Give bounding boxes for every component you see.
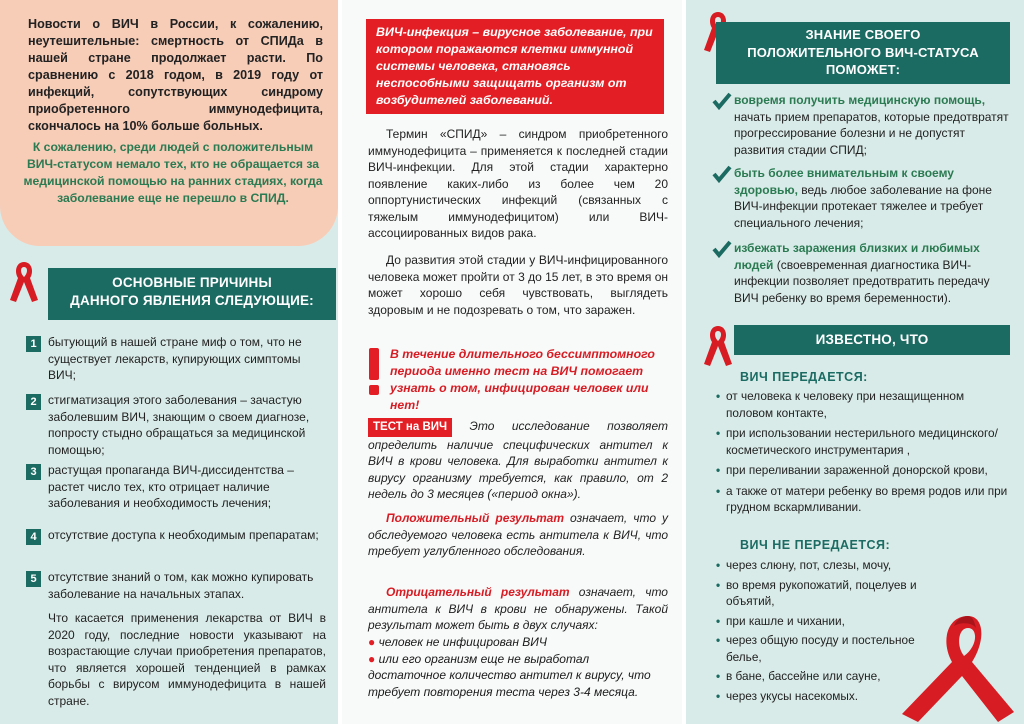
- benefit-item: [712, 165, 1014, 231]
- large-red-ribbon-icon: [892, 610, 1022, 724]
- benefit-item: [712, 240, 1014, 306]
- transmitted-list: [716, 388, 1012, 516]
- list-item: • а также от матери ребенку во время родов или при грудном вскармливании.: [716, 483, 1012, 516]
- known-banner: ИЗВЕСТНО, ЧТО: [734, 325, 1010, 355]
- case-text: или его организм еще не выработал достаточное количество антител к вирусу, что требует повторения теста через 3-4 месяца.: [368, 651, 651, 699]
- intro-green-text: К сожалению, среди людей с положительным ВИЧ-статусом немало тех, кто не обращается за медицинской помощью на ранних стадиях, когда заболевание еще не перешло в СПИД.: [23, 140, 323, 205]
- definition-box: ВИЧ-инфекция – вирусное заболевание, при котором поражаются клетки иммунной системы человека, становясь неспособными защищать организм от возбудителей заболеваний.: [366, 19, 664, 114]
- left-panel: [0, 0, 338, 724]
- middle-panel: [342, 0, 682, 724]
- positive-label: Положительный результат: [386, 511, 565, 525]
- reason-text: растущая пропаганда ВИЧ-диссидентства – растет число тех, кто отрицает наличие заболевания и необходимость лечения;: [48, 463, 294, 510]
- list-item: • при кашле и чихании,: [716, 613, 930, 630]
- test-alert: В течение длительного бессимптомного периода именно тест на ВИЧ помогает узнать о том, инфицирован человек или нет!: [390, 347, 655, 412]
- checkmark-icon: [712, 165, 732, 183]
- intro-text: Новости о ВИЧ в России, к сожалению, неутешительные: смертность от СПИДа в нашей стране продолжает расти. По сравнению с 2018 годом, в 2019 году от инфекций, сопутствующих синдрому приобретенного иммунодефицита, скончалось на 10% больше больных.: [28, 17, 323, 133]
- reason-number: 5: [26, 571, 41, 587]
- status-banner: [716, 22, 1010, 84]
- reason-text: отсутствие доступа к необходимым препаратам;: [48, 528, 319, 542]
- reason-item: [26, 462, 326, 512]
- reasons-banner: [48, 268, 336, 320]
- not-transmitted-heading: ВИЧ НЕ ПЕРЕДАЕТСЯ:: [740, 538, 891, 552]
- test-label: ТЕСТ на ВИЧ: [368, 418, 452, 437]
- list-item: • при переливании зараженной донорской крови,: [716, 462, 1012, 479]
- checkmark-icon: [712, 240, 732, 258]
- aids-term-paragraph: Термин «СПИД» – синдром приобретенного иммунодефицита – применяется к последней стадии ВИЧ-инфекции. Для этой стадии характерно появление каких-либо из более чем 20 оппортунистических инфекций (связанных с тяжелым иммунодефицитом) или ВИЧ-ассоциированных видов рака.: [368, 127, 668, 240]
- right-panel: [686, 0, 1024, 724]
- list-item: • при использовании нестерильного медицинского/косметического инструментария ,: [716, 425, 1012, 458]
- test-text: Это исследование позволяет определить наличие специфических антител к ВИЧ в крови человека. Для выработки антител к вирусу организму требуется, как правило, от 2 недель до 3 месяцев («период окна»).: [368, 419, 668, 501]
- red-ribbon-icon: [700, 322, 736, 368]
- checkmark-icon: [712, 92, 732, 110]
- closing-paragraph: Что касается применения лекарства от ВИЧ в 2020 году, последние новости указывают на возрастающие случаи приобретения препаратов, что является хорошей тенденцией в рамках борьбы с вирусом иммунодефицита в нашей стране.: [48, 611, 326, 708]
- reasons-title-line-1: ОСНОВНЫЕ ПРИЧИНЫ: [112, 275, 272, 290]
- negative-label: Отрицательный результат: [386, 585, 570, 599]
- progression-paragraph: До развития этой стадии у ВИЧ-инфицированного человека может пройти от 3 до 15 лет, в это время он может хорошо себя чувствовать, выглядеть здоровым и не подозревать о том, что заражен.: [368, 253, 668, 317]
- reason-text: бытующий в нашей стране миф о том, что не существует лекарств, купирующих симптомы ВИЧ;: [48, 335, 302, 382]
- reason-item: [26, 334, 326, 384]
- negative-paragraph: [368, 584, 668, 634]
- reason-item: [26, 569, 326, 602]
- positive-paragraph: [368, 510, 668, 560]
- case-text: человек не инфицирован ВИЧ: [378, 635, 547, 649]
- reason-item: [26, 392, 326, 458]
- status-title-line-2: ПОЛОЖИТЕЛЬНОГО ВИЧ-СТАТУСА: [747, 44, 979, 60]
- test-paragraph: [368, 418, 668, 503]
- reasons-title-line-2: ДАННОГО ЯВЛЕНИЯ СЛЕДУЮЩИЕ:: [70, 293, 314, 308]
- reason-number: 4: [26, 529, 41, 545]
- list-item: • во время рукопожатий, поцелуев и объятий,: [716, 577, 930, 610]
- red-ribbon-icon: [6, 258, 42, 304]
- list-item: • через укусы насекомых.: [716, 688, 930, 705]
- list-item: • от человека к человеку при незащищенном половом контакте,: [716, 388, 1012, 421]
- list-item: ● человек не инфицирован ВИЧ: [368, 635, 547, 649]
- benefit-text: начать прием препаратов, которые предотвратят прогрессирование болезни и не допустят развития стадии СПИД;: [734, 109, 1009, 157]
- list-item: • в бане, бассейне или сауне,: [716, 668, 930, 685]
- benefit-item: [712, 92, 1014, 158]
- list-item: ● или его организм еще не выработал достаточное количество антител к вирусу, что требует повторения теста через 3-4 месяца.: [368, 651, 651, 699]
- benefit-lead: вовремя получить медицинскую помощь,: [734, 93, 986, 107]
- status-title-line-1: ЗНАНИЕ СВОЕГО: [805, 27, 921, 42]
- positive-text: означает, что у обследуемого человека есть антитела к ВИЧ, что требует углубленного обследования.: [368, 511, 668, 558]
- exclamation-icon: [366, 348, 382, 396]
- reason-number: 3: [26, 464, 41, 480]
- negative-cases-list: [368, 634, 668, 700]
- reason-text: стигматизация этого заболевания – зачастую заболевшим ВИЧ, знающим о своем диагнозе, попросту стыдно обращаться за медицинской помощью;: [48, 393, 310, 457]
- list-item: • через общую посуду и постельное белье,: [716, 632, 930, 665]
- benefit-lead: быть более внимательным к своему здоровью,: [734, 166, 954, 197]
- benefit-text: (своевременная диагностика ВИЧ-инфекции позволяет предотвратить передачу ВИЧ ребенку во время беременности).: [734, 257, 990, 305]
- reason-number: 2: [26, 394, 41, 410]
- list-item: • через слюну, пот, слезы, мочу,: [716, 557, 930, 574]
- reason-item: [26, 527, 326, 544]
- transmitted-heading: ВИЧ ПЕРЕДАЕТСЯ:: [740, 370, 868, 384]
- negative-text: означает, что антитела к ВИЧ в крови не обнаружены. Такой результат может быть в двух случаях:: [368, 585, 668, 632]
- reason-text: отсутствие знаний о том, как можно купировать заболевание на начальных этапах.: [48, 570, 314, 601]
- benefit-text: ведь любое заболевание на фоне ВИЧ-инфекции протекает тяжелее и требует специального лечения;: [734, 182, 992, 230]
- benefit-lead: избежать заражения близких и любимых людей: [734, 241, 980, 272]
- reason-number: 1: [26, 336, 41, 352]
- status-title-line-3: ПОМОЖЕТ:: [825, 62, 901, 77]
